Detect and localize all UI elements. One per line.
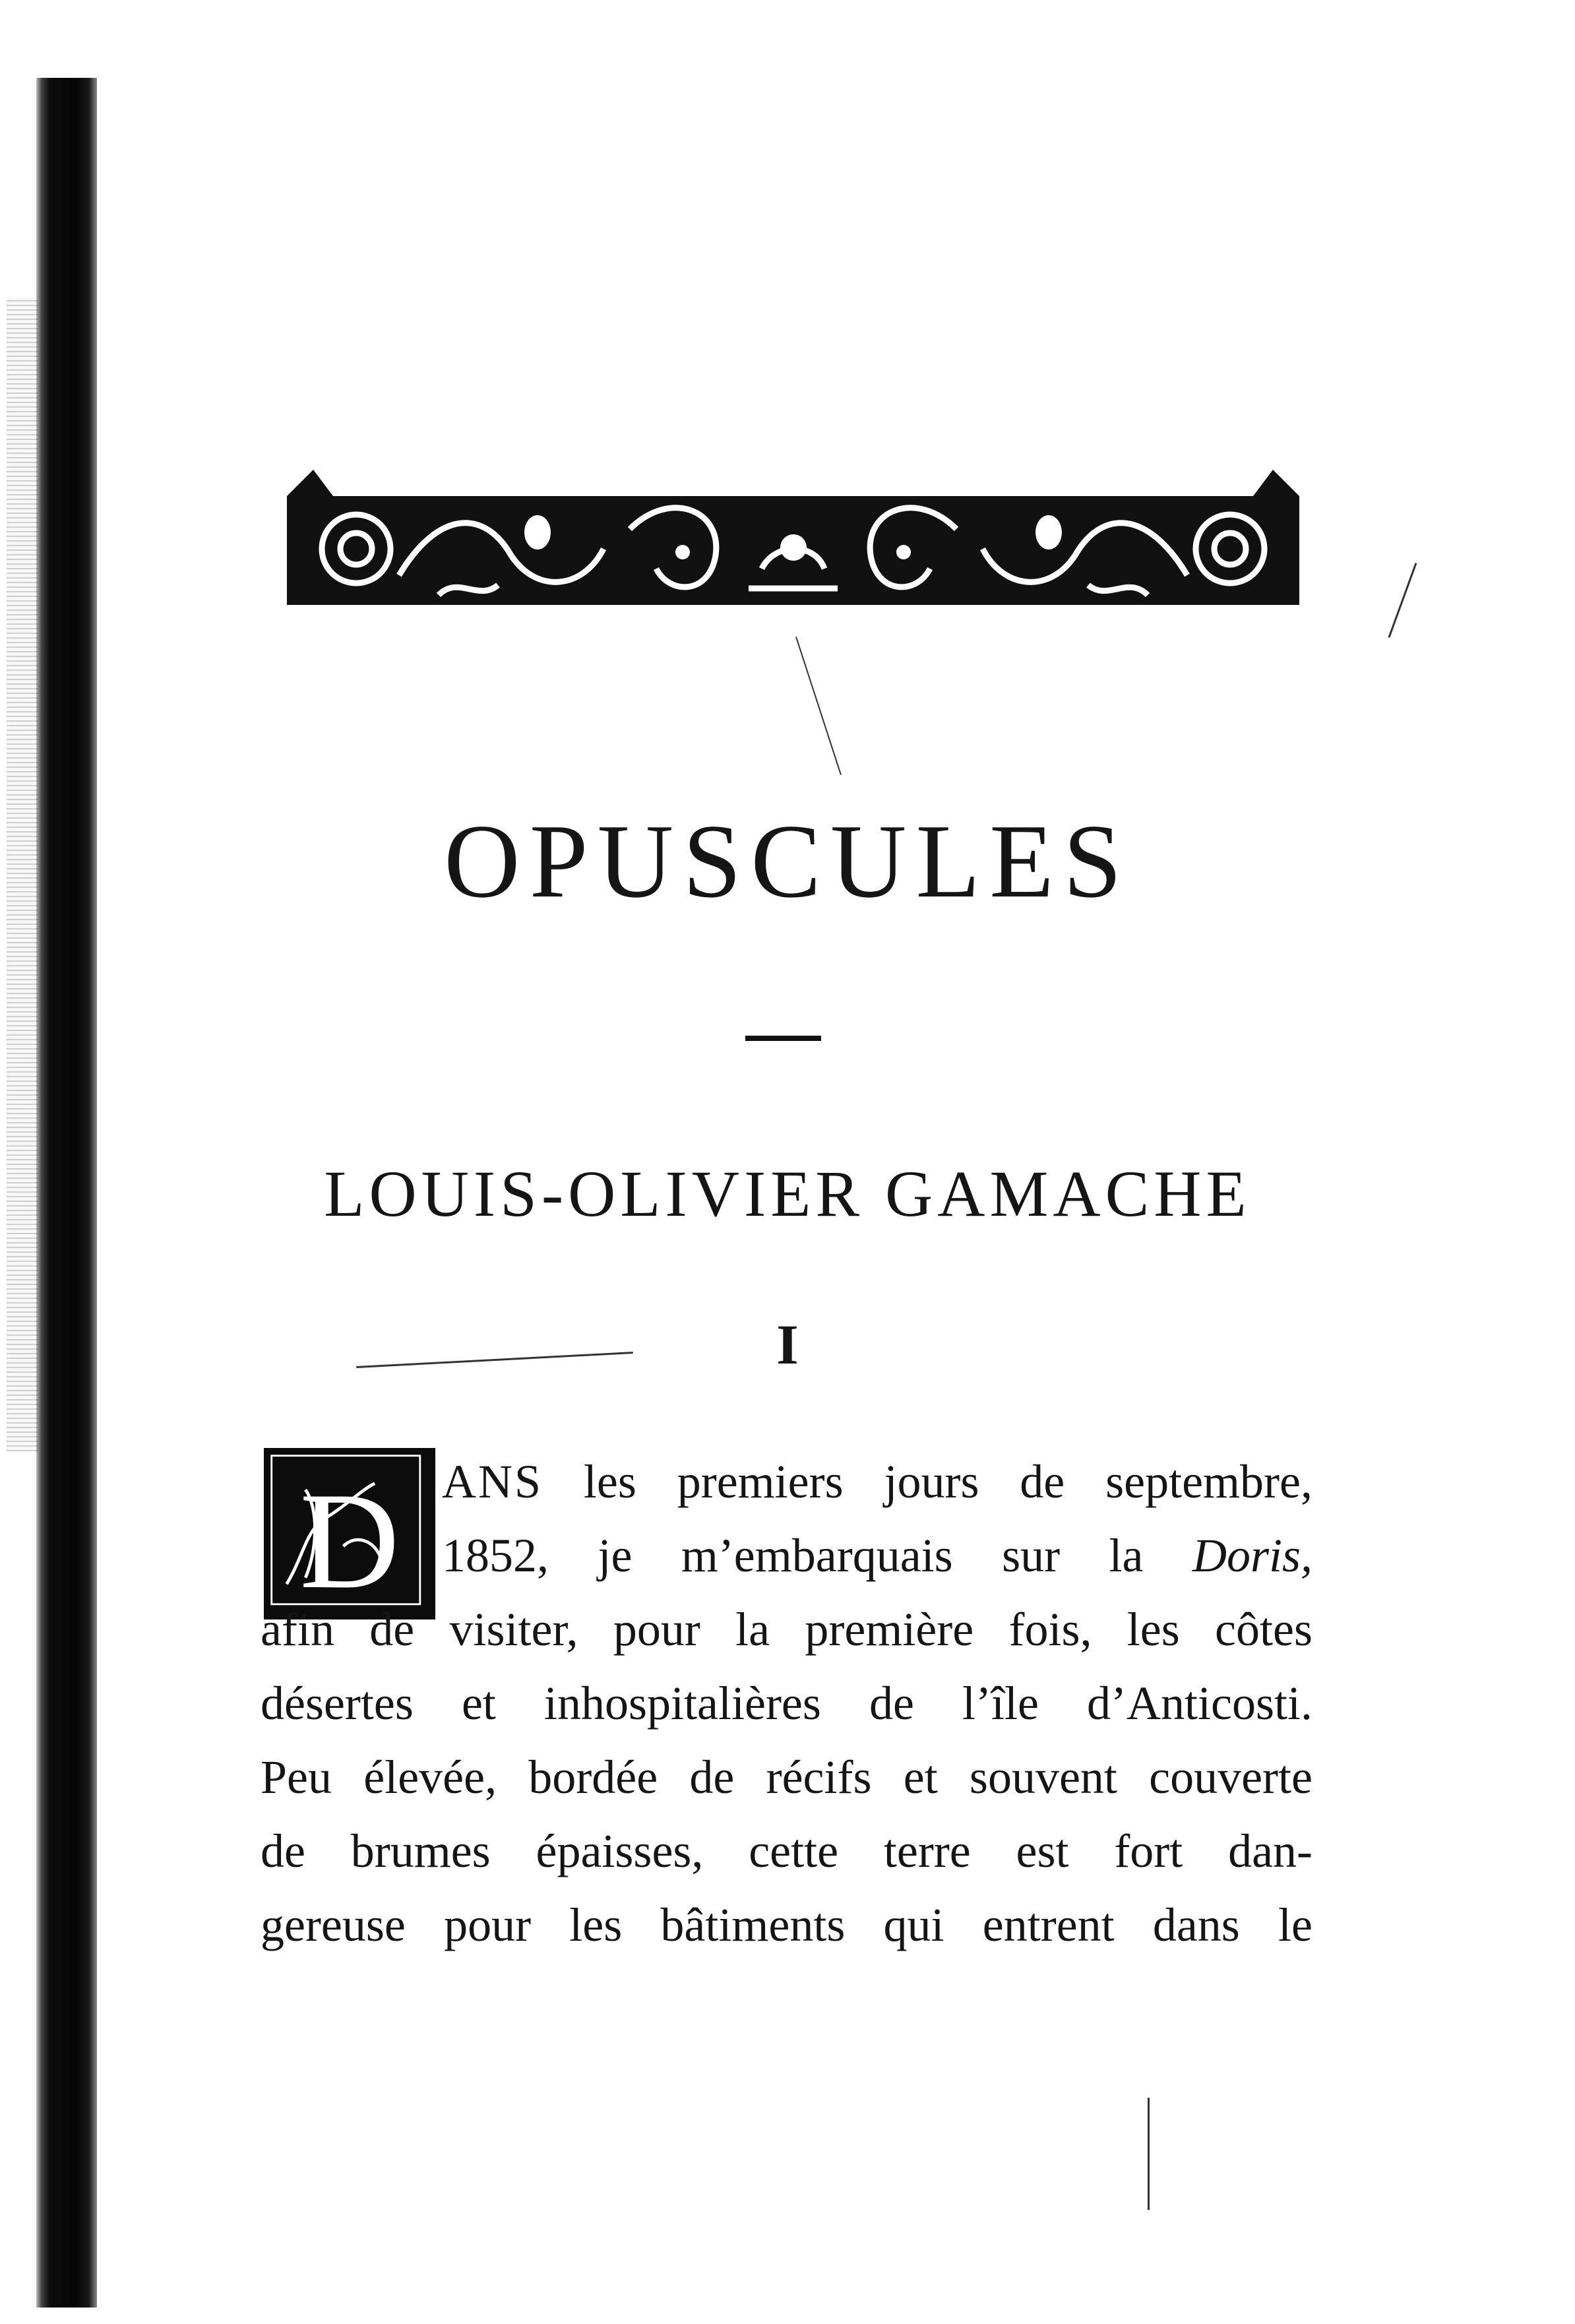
- text-line: désertes et inhospitalières de l’île d’Anticosti.: [261, 1677, 1312, 1730]
- text-line: [442, 1445, 1312, 1519]
- title-divider: [745, 1036, 821, 1041]
- drop-cap-letter: D: [299, 1464, 400, 1616]
- work-title: OPUSCULES: [444, 802, 1131, 920]
- floral-headpiece-ornament: [287, 470, 1299, 631]
- text-line: de brumes épaisses, cette terre est fort dan-: [261, 1825, 1312, 1877]
- text-span: les premiers jours de septembre,: [543, 1455, 1312, 1508]
- section-title: LOUIS-OLIVIER GAMACHE: [324, 1157, 1251, 1230]
- text-line: Peu élevée, bordée de récifs et souvent couverte: [261, 1751, 1312, 1804]
- text-line: [442, 1519, 1312, 1592]
- chapter-number: I: [776, 1313, 799, 1376]
- scan-artifact-line: [1388, 563, 1417, 638]
- opening-word: ANS: [442, 1455, 543, 1508]
- ship-name: Doris,: [1192, 1529, 1312, 1582]
- text-span: 1852, je m’embarquais sur la: [442, 1529, 1192, 1582]
- text-line: gereuse pour les bâtiments qui entrent dans le: [261, 1899, 1312, 1951]
- scan-artifact-line: [1148, 2098, 1150, 2210]
- scan-artifact-line: [795, 637, 842, 775]
- text-line: afin de visiter, pour la première fois, les côtes: [261, 1603, 1312, 1656]
